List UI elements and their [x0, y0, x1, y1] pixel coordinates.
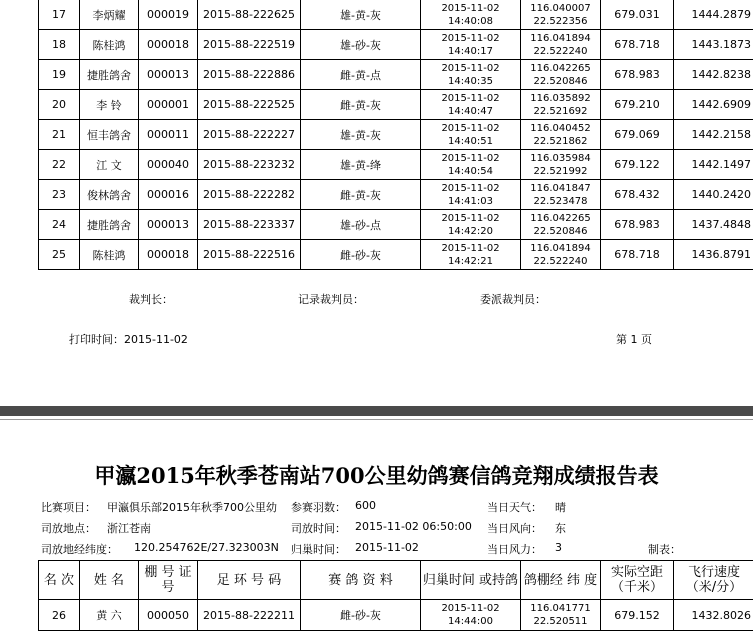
return-date: 2015-11-02 — [441, 212, 500, 224]
distance-cell: 679.031 — [601, 0, 674, 30]
rank-cell: 24 — [39, 210, 80, 240]
col-header-coords: 鸽棚经 纬 度 — [521, 561, 601, 600]
ring-cell: 2015-88-222227 — [198, 120, 301, 150]
cert-cell: 000016 — [139, 180, 198, 210]
wind-direction-value: 东 — [555, 522, 566, 535]
name-cell: 俊林鸽舍 — [80, 180, 139, 210]
name-cell: 李炳耀 — [80, 0, 139, 30]
info-cell: 雌-砂-灰 — [301, 600, 421, 631]
race-item-label: 比赛项目： — [41, 501, 96, 514]
page-number: 第 1 页 — [616, 333, 652, 346]
cert-cell: 000011 — [139, 120, 198, 150]
ring-cell: 2015-88-222516 — [198, 240, 301, 270]
return-time-cell — [421, 180, 521, 210]
latitude: 22.521992 — [533, 165, 588, 177]
wind-direction-label: 当日风向： — [487, 522, 542, 535]
return-time: 14:40:47 — [448, 105, 493, 117]
longitude: 116.041894 — [530, 32, 591, 44]
col-header-name: 姓 名 — [80, 561, 139, 600]
coords-cell — [521, 210, 601, 240]
speed-cell: 1442.6909 — [674, 90, 753, 120]
return-time-cell — [421, 30, 521, 60]
return-date: 2015-11-02 — [441, 182, 500, 194]
rank-cell: 20 — [39, 90, 80, 120]
return-date: 2015-11-02 — [441, 122, 500, 134]
report-title: 甲瀛2015年秋季苍南站700公里幼鸽赛信鸽竞翔成绩报告表 — [94, 463, 659, 488]
race-item-value: 甲瀛俱乐部2015年秋季700公里幼 — [107, 501, 277, 514]
longitude: 116.035984 — [530, 152, 591, 164]
return-time: 14:41:03 — [448, 195, 493, 207]
coords-cell — [521, 180, 601, 210]
info-cell: 雌-砂-灰 — [301, 240, 421, 270]
speed-cell: 1442.2158 — [674, 120, 753, 150]
col-header-rank: 名 次 — [39, 561, 80, 600]
return-time-cell — [421, 120, 521, 150]
release-coords-value: 120.254762E/27.323003N — [134, 541, 279, 554]
col-header-cert: 棚 号 证 号 — [139, 561, 198, 600]
col-header-ring: 足 环 号 码 — [198, 561, 301, 600]
results-table-page-2 — [38, 560, 753, 631]
print-time: 打印时间：2015-11-02 — [69, 333, 188, 346]
cert-cell: 000040 — [139, 150, 198, 180]
latitude: 22.521862 — [533, 135, 588, 147]
release-place-label: 司放地点： — [41, 522, 96, 535]
return-time: 14:40:54 — [448, 165, 493, 177]
return-date: 2015-11-02 — [441, 62, 500, 74]
coords-cell — [521, 240, 601, 270]
info-cell: 雌-黄-点 — [301, 60, 421, 90]
entries-value: 600 — [355, 499, 376, 512]
return-date: 2015-11-02 — [441, 2, 500, 14]
cert-cell: 000018 — [139, 240, 198, 270]
ring-cell: 2015-88-222525 — [198, 90, 301, 120]
speed-cell: 1444.2879 — [674, 0, 753, 30]
col-header-distance: 实际空距 （千米） — [601, 561, 674, 600]
coords-cell — [521, 60, 601, 90]
return-time: 14:40:35 — [448, 75, 493, 87]
latitude: 22.523478 — [533, 195, 588, 207]
latitude: 22.520511 — [533, 616, 588, 627]
return-time-cell — [421, 0, 521, 30]
name-cell: 捷胜鸽舍 — [80, 210, 139, 240]
page-separator-line — [0, 419, 753, 420]
return-time-cell — [421, 210, 521, 240]
coords-cell — [521, 600, 601, 631]
longitude: 116.040007 — [530, 2, 591, 14]
rank-cell: 25 — [39, 240, 80, 270]
speed-cell: 1442.1497 — [674, 150, 753, 180]
col-header-speed: 飞行速度 （米/分） — [674, 561, 753, 600]
info-cell: 雌-黄-灰 — [301, 180, 421, 210]
return-time: 14:40:17 — [448, 45, 493, 57]
info-cell: 雌-黄-灰 — [301, 90, 421, 120]
distance-cell: 679.210 — [601, 90, 674, 120]
rank-cell: 19 — [39, 60, 80, 90]
cert-cell: 000050 — [139, 600, 198, 631]
name-cell: 恒丰鸽舍 — [80, 120, 139, 150]
col-header-return: 归巢时间 或持鸽 — [421, 561, 521, 600]
return-date: 2015-11-02 — [441, 242, 500, 254]
info-cell: 雄-黄-灰 — [301, 120, 421, 150]
info-cell: 雄-砂-点 — [301, 210, 421, 240]
cert-cell: 000019 — [139, 0, 198, 30]
return-time: 14:44:00 — [448, 616, 493, 627]
speed-cell: 1443.1873 — [674, 30, 753, 60]
table-row — [39, 600, 753, 631]
return-time: 14:40:08 — [448, 15, 493, 27]
distance-cell: 679.152 — [601, 600, 674, 631]
wind-power-value: 3 — [555, 541, 562, 554]
latitude: 22.522240 — [533, 45, 588, 57]
latitude: 22.522240 — [533, 255, 588, 267]
longitude: 116.041847 — [530, 182, 591, 194]
return-time: 14:42:20 — [448, 225, 493, 237]
return-time-cell — [421, 60, 521, 90]
cert-cell: 000013 — [139, 210, 198, 240]
return-date: 2015-11-02 — [441, 92, 500, 104]
coords-cell — [521, 150, 601, 180]
coords-cell — [521, 90, 601, 120]
cert-cell: 000013 — [139, 60, 198, 90]
distance-cell: 678.718 — [601, 240, 674, 270]
latitude: 22.520846 — [533, 225, 588, 237]
cert-cell: 000018 — [139, 30, 198, 60]
ring-cell: 2015-88-222625 — [198, 0, 301, 30]
ring-cell: 2015-88-222211 — [198, 600, 301, 631]
return-time-cell — [421, 90, 521, 120]
info-cell: 雄-黄-灰 — [301, 0, 421, 30]
distance-cell: 678.983 — [601, 210, 674, 240]
table-row — [39, 0, 753, 30]
tabulated-by-label: 制表： — [648, 543, 681, 556]
return-time-label: 归巢时间： — [291, 543, 346, 556]
ring-cell: 2015-88-222886 — [198, 60, 301, 90]
name-cell: 黄 六 — [80, 600, 139, 631]
table-row — [39, 120, 753, 150]
distance-cell: 679.122 — [601, 150, 674, 180]
info-cell: 雄-砂-灰 — [301, 30, 421, 60]
name-cell: 李 铃 — [80, 90, 139, 120]
rank-cell: 21 — [39, 120, 80, 150]
speed-cell: 1436.8791 — [674, 240, 753, 270]
release-coords-label: 司放地经纬度： — [41, 543, 118, 556]
return-date: 2015-11-02 — [441, 32, 500, 44]
longitude: 116.041771 — [530, 603, 591, 614]
ring-cell: 2015-88-223337 — [198, 210, 301, 240]
weather-label: 当日天气： — [487, 501, 542, 514]
referee-signature-label: 裁判长： — [129, 293, 173, 306]
longitude: 116.035892 — [530, 92, 591, 104]
ring-cell: 2015-88-222519 — [198, 30, 301, 60]
info-cell: 雄-黄-绛 — [301, 150, 421, 180]
longitude: 116.040452 — [530, 122, 591, 134]
longitude: 116.042265 — [530, 212, 591, 224]
return-date: 2015-11-02 — [441, 152, 500, 164]
wind-power-label: 当日风力： — [487, 543, 542, 556]
speed-cell: 1442.8238 — [674, 60, 753, 90]
name-cell: 江 文 — [80, 150, 139, 180]
ring-cell: 2015-88-223232 — [198, 150, 301, 180]
rank-cell: 26 — [39, 600, 80, 631]
rank-cell: 17 — [39, 0, 80, 30]
longitude: 116.042265 — [530, 62, 591, 74]
col-header-info: 赛 鸽 资 料 — [301, 561, 421, 600]
recorder-signature-label: 记录裁判员： — [298, 293, 364, 306]
return-time-cell — [421, 600, 521, 631]
return-date: 2015-11-02 — [441, 603, 500, 614]
rank-cell: 23 — [39, 180, 80, 210]
rank-cell: 22 — [39, 150, 80, 180]
table-row — [39, 240, 753, 270]
table-row — [39, 30, 753, 60]
table-row — [39, 150, 753, 180]
distance-cell: 679.069 — [601, 120, 674, 150]
ring-cell: 2015-88-222282 — [198, 180, 301, 210]
distance-cell: 678.983 — [601, 60, 674, 90]
speed-cell: 1432.8026 — [674, 600, 753, 631]
release-place-value: 浙江苍南 — [107, 522, 151, 535]
table-row — [39, 210, 753, 240]
weather-value: 晴 — [555, 501, 566, 514]
return-time-value: 2015-11-02 — [355, 541, 419, 554]
rank-cell: 18 — [39, 30, 80, 60]
name-cell: 陈桂鸿 — [80, 30, 139, 60]
table-row — [39, 180, 753, 210]
results-table-page-1 — [38, 0, 753, 270]
return-time-cell — [421, 240, 521, 270]
entries-label: 参赛羽数： — [291, 501, 346, 514]
release-time-label: 司放时间： — [291, 522, 346, 535]
return-time-cell — [421, 150, 521, 180]
table-row — [39, 90, 753, 120]
assigned-referee-signature-label: 委派裁判员： — [480, 293, 546, 306]
return-time: 14:42:21 — [448, 255, 493, 267]
speed-cell: 1437.4848 — [674, 210, 753, 240]
longitude: 116.041894 — [530, 242, 591, 254]
latitude: 22.522356 — [533, 15, 588, 27]
latitude: 22.521692 — [533, 105, 588, 117]
speed-cell: 1440.2420 — [674, 180, 753, 210]
latitude: 22.520846 — [533, 75, 588, 87]
name-cell: 陈桂鸿 — [80, 240, 139, 270]
coords-cell — [521, 120, 601, 150]
name-cell: 捷胜鸽舍 — [80, 60, 139, 90]
release-time-value: 2015-11-02 06:50:00 — [355, 520, 472, 533]
table-header-row — [39, 561, 753, 600]
table-row — [39, 60, 753, 90]
page-separator — [0, 406, 753, 416]
distance-cell: 678.432 — [601, 180, 674, 210]
coords-cell — [521, 30, 601, 60]
cert-cell: 000001 — [139, 90, 198, 120]
distance-cell: 678.718 — [601, 30, 674, 60]
return-time: 14:40:51 — [448, 135, 493, 147]
coords-cell — [521, 0, 601, 30]
